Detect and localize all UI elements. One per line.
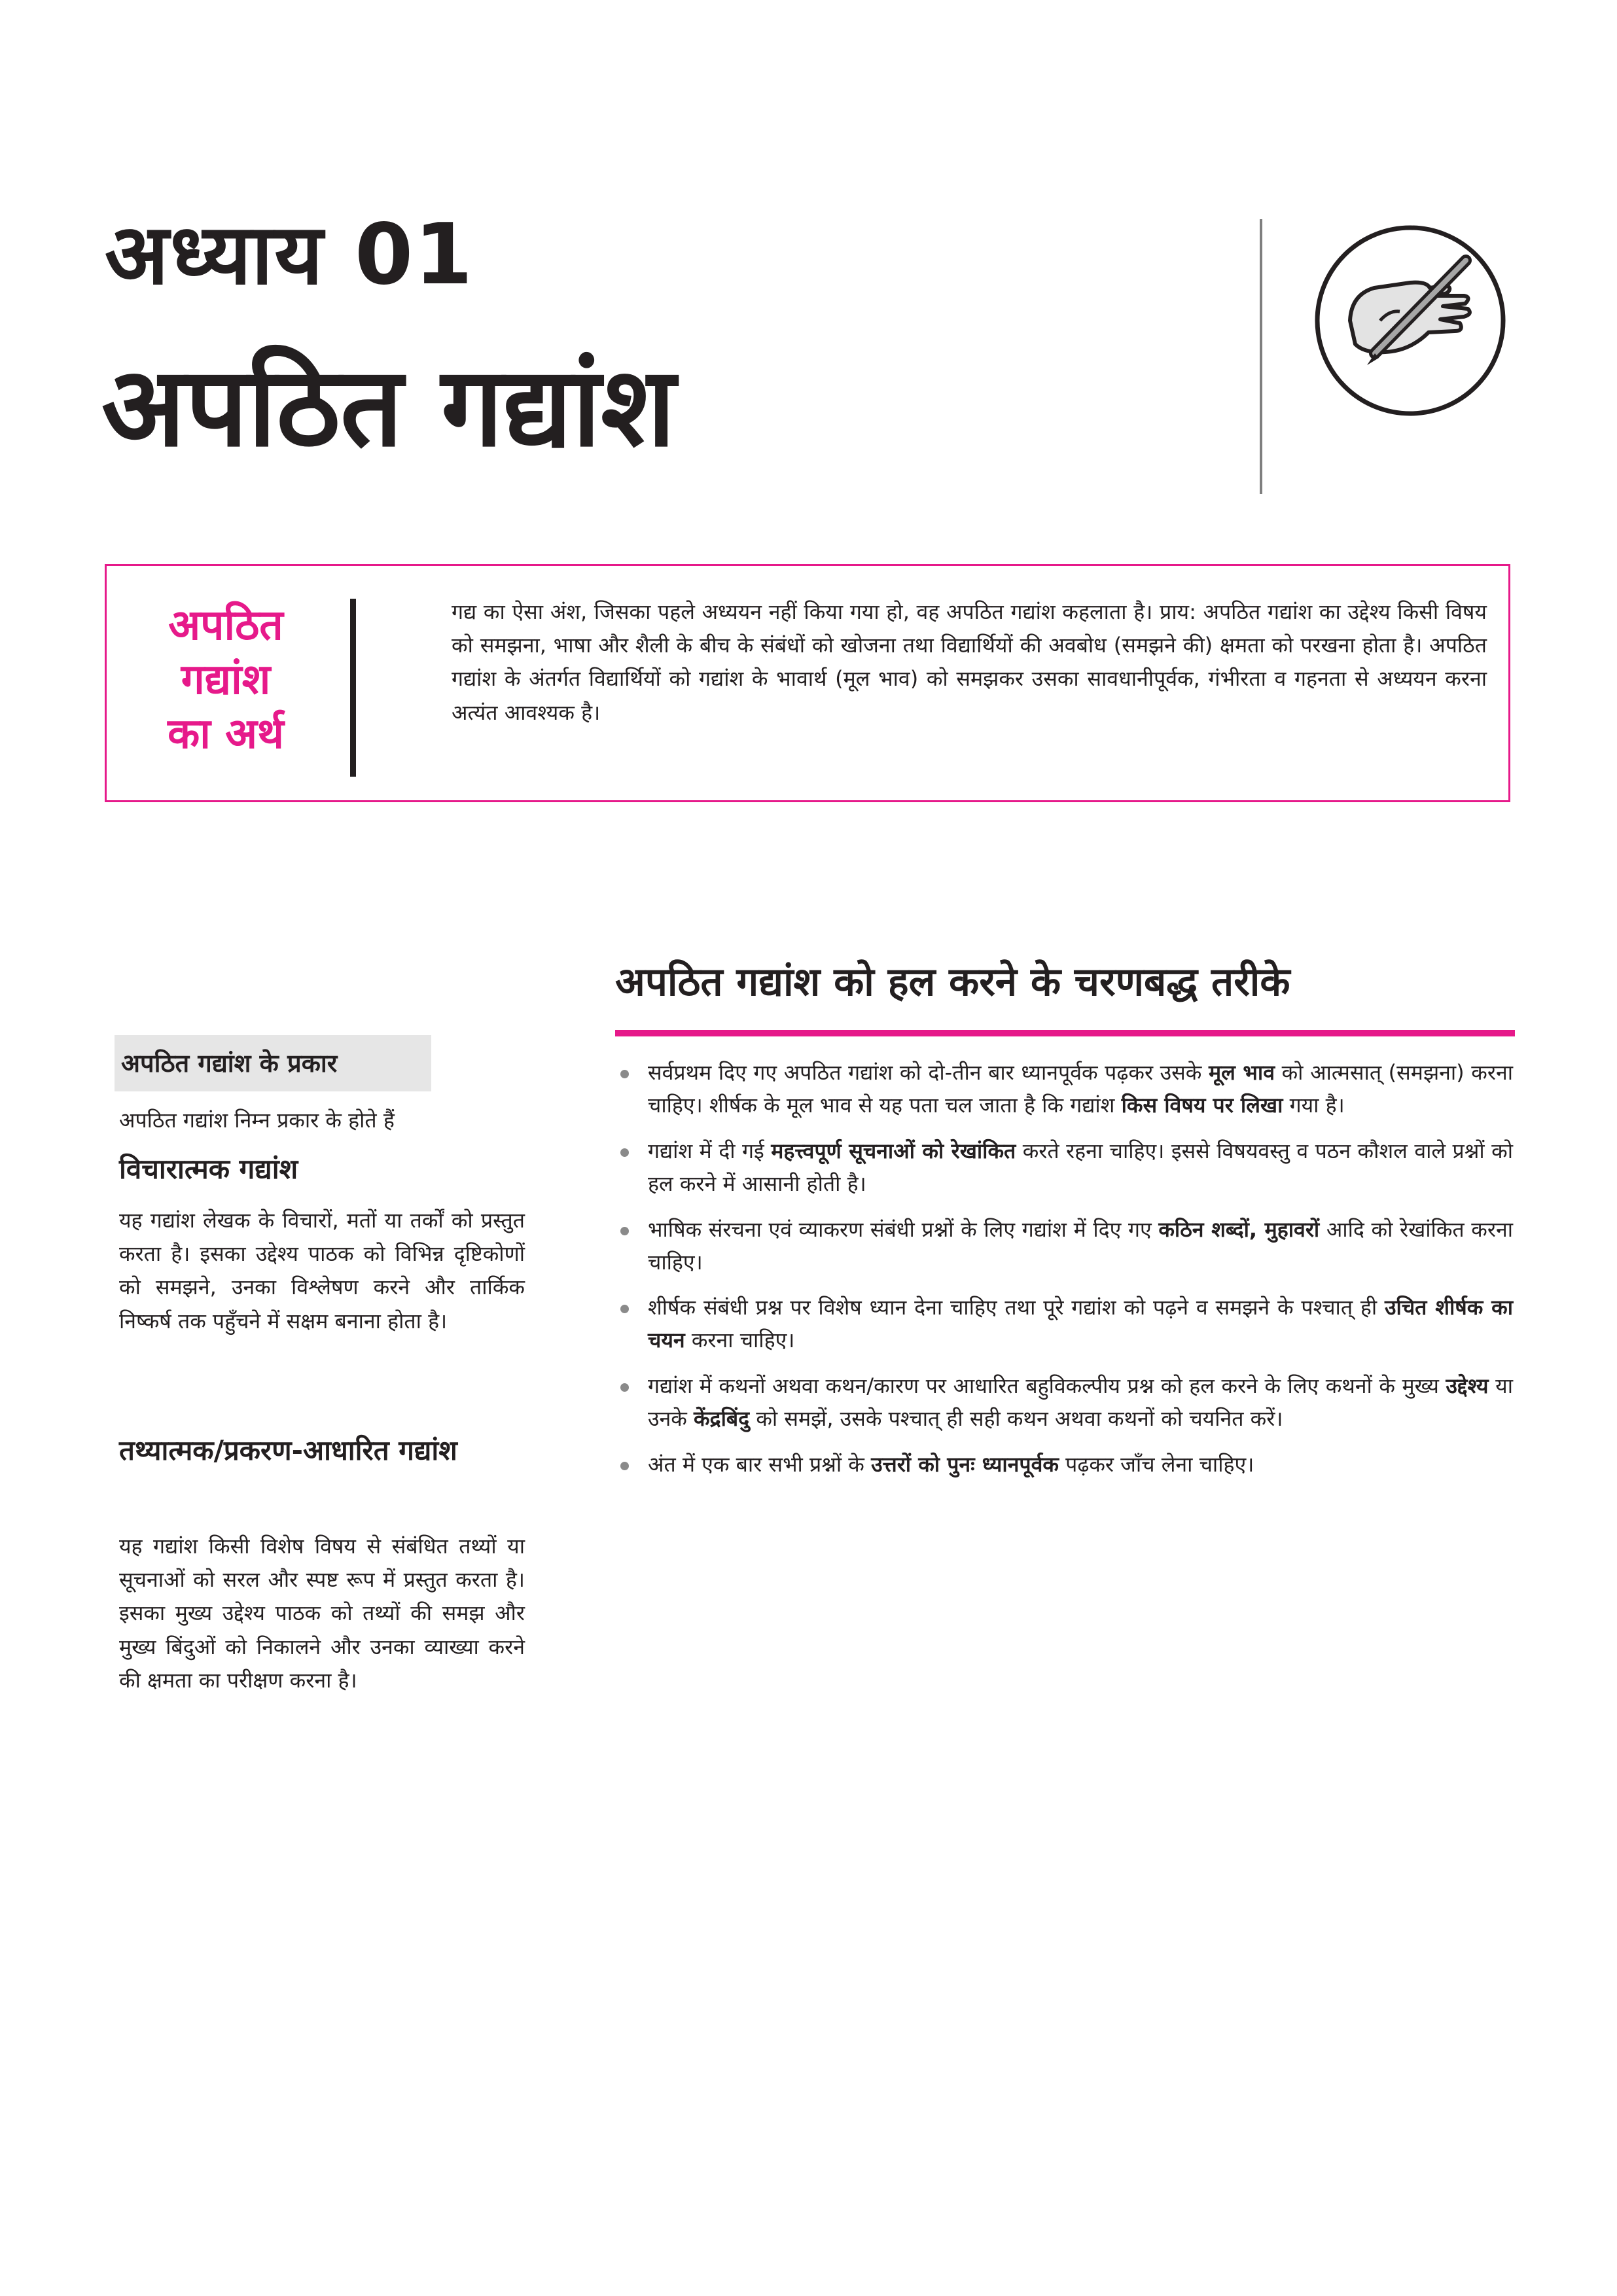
step-text: गद्यांश में कथनों अथवा कथन/कारण पर आधारित बहुविकल्पीय प्रश्न को हल करने के लिए कथनों के मुख्य: [648, 1373, 1446, 1399]
type-description: यह गद्यांश लेखक के विचारों, मतों या तर्कों को प्रस्तुत करता है। इसका उद्देश्य पाठक को विभिन्न दृष्टिकोणों को समझने, उनका विश्लेषण करने और तार्किक निष्कर्ष तक पहुँचने में सक्षम बनाना होता है।: [119, 1208, 525, 1333]
step-emphasis: किस विषय पर लिखा: [1121, 1092, 1283, 1118]
type-description: यह गद्यांश किसी विशेष विषय से संबंधित तथ्यों या सूचनाओं को सरल और स्पष्ट रूप में प्रस्तुत करता है। इसका मुख्य उद्देश्य पाठक को तथ्यों की समझ और मुख्य बिंदुओं को निकालने और उनका व्याख्या करने की क्षमता का परीक्षण करना है।: [119, 1534, 525, 1693]
list-item: [615, 1135, 1513, 1201]
types-heading: अपठित गद्यांश के प्रकार: [115, 1035, 431, 1091]
step-text: शीर्षक संबंधी प्रश्न पर विशेष ध्यान देना चाहिए तथा पूरे गद्यांश को पढ़ने व समझने के पश्चात् ही: [648, 1295, 1385, 1320]
definition-heading: [141, 599, 311, 762]
list-item: [615, 1449, 1513, 1481]
bullet-icon: [620, 1462, 629, 1470]
step-text: भाषिक संरचना एवं व्याकरण संबंधी प्रश्नों के लिए गद्यांश में दिए गए: [648, 1216, 1159, 1242]
chapter-title: अपठित गद्यांश: [101, 343, 676, 471]
definition-heading-line: गद्यांश: [181, 656, 271, 705]
step-text: करते रहना चाहिए। इससे विषयवस्तु व पठन कौशल वाले प्रश्नों को हल करने में आसानी होती है।: [648, 1138, 1513, 1196]
bullet-icon: [620, 1383, 629, 1392]
step-text: या उनके: [648, 1373, 1513, 1432]
step-emphasis: कठिन शब्दों, मुहावरों: [1158, 1216, 1320, 1242]
step-emphasis: केंद्रबिंदु: [694, 1406, 750, 1432]
step-emphasis: महत्त्वपूर्ण सूचनाओं को रेखांकित: [771, 1138, 1016, 1163]
list-item: [615, 1057, 1513, 1122]
step-text: को आत्मसात् (समझना) करना चाहिए। शीर्षक के मूल भाव से यह पता चल जाता है कि गद्यांश: [648, 1060, 1513, 1118]
bullet-icon: [620, 1305, 629, 1313]
steps-heading: अपठित गद्यांश को हल करने के चरणबद्ध तरीके: [615, 959, 1290, 1005]
step-emphasis: मूल भाव: [1209, 1060, 1275, 1085]
bullet-icon: [620, 1070, 629, 1078]
type-title: तथ्यात्मक/प्रकरण-आधारित गद्यांश: [119, 1434, 457, 1466]
step-text: सर्वप्रथम दिए गए अपठित गद्यांश को दो-तीन बार ध्यानपूर्वक पढ़कर उसके: [648, 1060, 1209, 1085]
definition-divider: [350, 599, 356, 777]
hand-writing-with-pen-icon: [1312, 222, 1508, 419]
steps-heading-underline: [615, 1030, 1515, 1036]
step-text: करना चाहिए।: [684, 1328, 795, 1353]
step-text: पढ़कर जाँच लेना चाहिए।: [1058, 1452, 1254, 1477]
definition-heading-line: का अर्थ: [168, 710, 284, 759]
list-item: [615, 1214, 1513, 1279]
step-emphasis: उत्तरों को पुनः ध्यानपूर्वक: [871, 1452, 1059, 1477]
chapter-number: अध्याय 01: [105, 206, 474, 304]
step-emphasis: उद्देश्य: [1446, 1373, 1489, 1399]
list-item: [615, 1292, 1513, 1357]
header-divider: [1260, 219, 1262, 494]
definition-text: गद्य का ऐसा अंश, जिसका पहले अध्ययन नहीं किया गया हो, वह अपठित गद्यांश कहलाता है। प्राय: अपठित गद्यांश का उद्देश्य किसी विषय को समझना, भाषा और शैली के बीच के संबंधों को खोजना तथा विद्यार्थियों की अवबोध (समझने की) क्षमता को परखना होता है। अपठित गद्यांश के अंतर्गत विद्यार्थियों को गद्यांश के भावार्थ (मूल भाव) को समझकर उसका सावधानीपूर्वक, गंभीरता व गहनता से अध्ययन करना अत्यंत आवश्यक है।: [452, 599, 1487, 725]
step-text: गद्यांश में दी गई: [648, 1138, 772, 1163]
steps-list: [615, 1057, 1513, 1494]
step-text: को समझें, उसके पश्चात् ही सही कथन अथवा कथनों को चयनित करें।: [749, 1406, 1283, 1432]
bullet-icon: [620, 1148, 629, 1157]
types-intro: अपठित गद्यांश निम्न प्रकार के होते हैं: [119, 1108, 395, 1133]
step-text: अंत में एक बार सभी प्रश्नों के: [648, 1452, 872, 1477]
definition-heading-line: अपठित: [168, 601, 283, 650]
step-emphasis: उचित शीर्षक का चयन: [648, 1295, 1513, 1353]
bullet-icon: [620, 1227, 629, 1235]
step-text: गया है।: [1283, 1092, 1345, 1118]
list-item: [615, 1370, 1513, 1436]
type-title: विचारात्मक गद्यांश: [119, 1153, 298, 1185]
step-text: आदि को रेखांकित करना चाहिए।: [648, 1216, 1514, 1275]
